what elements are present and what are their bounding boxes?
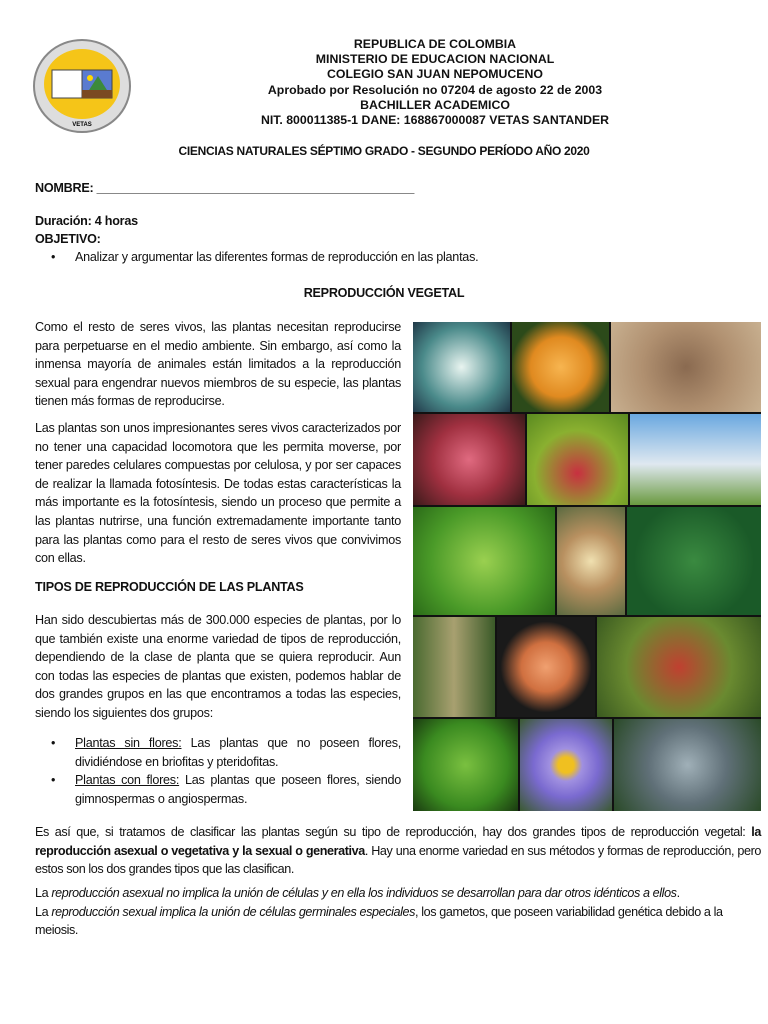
classification-text: Es así que, si tratamos de clasificar las plantas según su tipo de reproducción, hay dos grandes tipos de reproducción vegetal: <box>35 825 752 839</box>
diatom-photo <box>413 322 510 412</box>
sundew-photo <box>413 414 525 505</box>
moss-sporophyte-photo <box>597 617 761 717</box>
institution-header <box>150 37 720 128</box>
section-title: REPRODUCCIÓN VEGETAL <box>303 286 465 300</box>
group-term: Plantas con flores: <box>75 773 180 788</box>
definition-lead: La <box>35 886 52 900</box>
ginkgo-photo <box>413 507 555 615</box>
course-subtitle: CIENCIAS NATURALES SÉPTIMO GRADO - SEGUNDO PERÍODO AÑO 2020 <box>178 144 590 158</box>
definition-end: , los gametos, que poseen variabilidad genética debido a la meiosis. <box>35 904 723 938</box>
duration: Duración: 4 horas <box>35 214 138 228</box>
types-title: TIPOS DE REPRODUCCIÓN DE LAS PLANTAS <box>35 580 304 594</box>
objective-label: OBJETIVO: <box>35 232 101 246</box>
group-text: Las plantas que poseen flores, siendo gimnospermas o angiospermas. <box>75 773 401 806</box>
paragraph-definitions <box>35 884 761 940</box>
fern-photo <box>413 719 518 811</box>
group-term: Plantas sin flores: <box>75 736 182 750</box>
group-text: Las plantas que no poseen flores, dividiéndose en briofitas y pteridofitas. <box>75 736 401 769</box>
header-line: BACHILLER ACADEMICO <box>360 97 510 112</box>
header-line: COLEGIO SAN JUAN NEPOMUCENO <box>327 67 543 82</box>
catkin-photo <box>557 507 625 615</box>
paragraph-species: Han sido descubiertas más de 300.000 especies de plantas, por lo que también existe una enorme variedad de tipos de reproducción, dependiendo de la clase de planta que se quiera reproducir. Aun con todas las especies de plantas que existen, podemos hablar de dos grandes grupos en las que encontramos a todas las especies, siendo los siguientes dos grupos: <box>35 613 401 720</box>
svg-text:VETAS: VETAS <box>72 122 92 128</box>
paragraph-intro: Como el resto de seres vivos, las plantas necesitan reproducirse para perpetuarse en el medio ambiente. Sin embargo, así como la inmensa mayoría de animales están limitados a la reproducción sexual para engendrar nuevos miembros de su especie, las plantas tienen más formas de reproducirse. <box>35 320 401 409</box>
group-item <box>35 771 401 808</box>
asexual-definition <box>35 884 761 903</box>
nombre-field[interactable]: NOMBRE: _______________________________________________ <box>35 181 415 195</box>
school-logo <box>32 38 132 134</box>
rose-photo <box>512 322 609 412</box>
cycad-photo <box>413 617 495 717</box>
welwitschia-photo <box>611 322 761 412</box>
tree-photo <box>630 414 761 505</box>
moss-photo <box>627 507 761 615</box>
classification-types: la reproducción asexual o vegetativa y la sexual o generativa <box>35 825 761 858</box>
aster-photo <box>520 719 612 811</box>
plant-photo-collage <box>413 322 761 811</box>
header-line: Aprobado por Resolución no 07204 de agosto 22 de 2003 <box>267 82 603 97</box>
definition-lead: La <box>35 904 52 919</box>
raspberry-photo <box>527 414 628 505</box>
classification-text-end: . Hay una enorme variedad en sus métodos y formas de reproducción, pero estos son los dos grandes tipos que las clasifican. <box>35 843 762 877</box>
definition-italic: reproducción asexual no implica la unión de células y en ella los individuos se desarrollan para dar otros idénticos a ellos <box>51 886 677 900</box>
header-line: MINISTERIO DE EDUCACION NACIONAL <box>315 52 555 67</box>
definition-end: . <box>676 886 680 900</box>
header-line: REPUBLICA DE COLOMBIA <box>353 37 517 51</box>
fir-cone-photo <box>614 719 761 811</box>
paragraph-characteristics: Las plantas son unos impresionantes seres vivos caracterizados por no tener una capacidad locomotora que les permita moverse, por tener paredes celulares compuestas por celulosa, y por ser capaces de realizar la llamada fotosíntesis. De todas estas características la más importante es la fotosíntesis, siendo un proceso que permite a las plantas nutrirse, una función extremadamente importante tanto para las plantas como para el resto de seres vivos que convivimos con ellas. <box>35 421 401 566</box>
header-line: NIT. 800011385-1 DANE: 168867000087 VETAS SANTANDER <box>260 113 610 128</box>
group-item <box>35 734 401 771</box>
orchid-photo <box>497 617 595 717</box>
paragraph-classification <box>35 823 761 879</box>
objective-item: • Analizar y argumentar las diferentes formas de reproducción en las plantas. <box>35 248 478 267</box>
definition-italic: reproducción sexual implica la unión de células germinales especiales <box>51 904 416 919</box>
sexual-definition <box>35 903 761 940</box>
